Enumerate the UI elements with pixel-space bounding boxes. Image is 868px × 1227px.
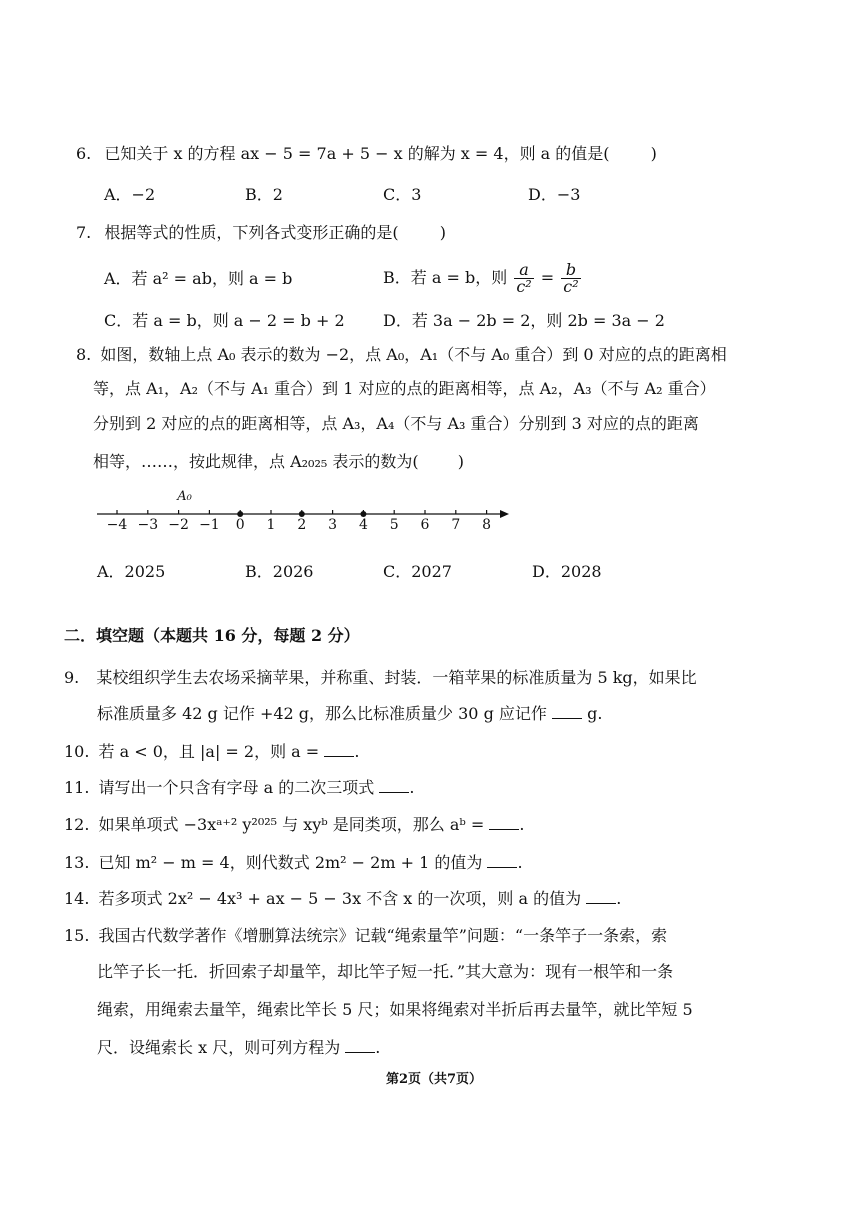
answer-blank[interactable] [379,778,409,793]
question-text: 请写出一个只含有字母 a 的二次三项式 [98,778,375,797]
question-text: 尺．设绳索长 x 尺，则可列方程为 [97,1038,341,1057]
question-6-stem [76,143,657,165]
answer-blank[interactable] [345,1038,375,1053]
axis-tick-label: 8 [482,517,492,533]
axis-tick-label: −4 [106,517,128,533]
answer-blank[interactable] [552,704,582,719]
question-10: 10. 若 a < 0，且 |a| = 2，则 a = . [64,742,360,761]
question-7-stem [76,222,446,244]
axis-tick-label: 2 [297,517,307,533]
section-2-title: 二．填空题（本题共 16 分，每题 2 分） [64,626,360,645]
question-text: 根据等式的性质，下列各式变形正确的是( [104,223,399,242]
q8-option-b: B．2026 [245,562,314,581]
question-number: 12. [64,815,90,834]
question-9-line-1 [64,667,697,689]
fraction-b-over-c2: $\frac{b}{\text{c²}}$ [563,260,579,296]
q7-option-b-text: B．若 a = b，则 [383,268,508,287]
question-8-line-2: 等，点 A₁，A₂（不与 A₁ 重合）到 1 对应的点的距离相等，点 A₂，A₃（不与 A₂ 重合） [93,379,716,398]
axis-tick-label: 3 [328,517,338,533]
q8-option-a: A．2025 [97,562,166,581]
q7-option-d: D．若 3a − 2b = 2，则 2b = 3a − 2 [383,311,665,330]
answer-blank[interactable] [324,742,354,757]
question-text: 标准质量多 42 g 记作 +42 g，那么比标准质量少 30 g 应记作 [97,704,547,723]
axis-tick-label: 0 [235,517,245,533]
answer-blank[interactable] [489,815,519,830]
axis-tick-label: 7 [451,517,461,533]
question-9-line-2 [97,703,602,725]
question-text: 如图，数轴上点 A₀ 表示的数为 −2，点 A₀，A₁（不与 A₀ 重合）到 0 对应的点的距离相 [100,345,727,364]
question-number: 13. [64,853,90,872]
question-text: 已知关于 x 的方程 ax − 5 = 7a + 5 − x 的解为 x = 4，则 a 的值是( [104,144,610,163]
answer-blank[interactable] [487,853,517,868]
question-15-line-1 [64,925,667,947]
q6-option-a: A．−2 [104,185,156,204]
question-text: 若 a < 0，且 |a| = 2，则 a = [98,742,320,761]
q7-option-b [383,258,583,298]
axis-tick-label: 5 [389,517,399,533]
page-footer: 第2页（共7页） [385,1072,483,1087]
question-15-line-4: 尺．设绳索长 x 尺，则可列方程为 . [97,1038,381,1057]
question-number: 14. [64,889,90,908]
axis-arrow [500,510,509,518]
question-number: 9. [64,668,80,687]
axis-tick-label: 1 [266,517,276,533]
question-text: 已知 m² − m = 4，则代数式 2m² − 2m + 1 的值为 [98,853,483,872]
question-8-line-1 [76,344,727,366]
equals-sign: = [540,268,555,287]
number-line [95,488,515,536]
question-number: 11. [64,778,90,797]
question-number: 15. [64,926,90,945]
question-12: 12. 如果单项式 −3xᵃ⁺² y²⁰²⁵ 与 xyᵇ 是同类项，那么 aᵇ = . [64,815,525,834]
axis-point [237,511,243,517]
question-text: 我国古代数学著作《增删算法统宗》记载“绳索量竿”问题：“一条竿子一条索，索 [98,926,668,945]
axis-point [360,511,366,517]
q6-option-d: D．−3 [528,185,581,204]
question-14: 14. 若多项式 2x² − 4x³ + ax − 5 − 3x 不含 x 的一次项，则 a 的值为 . [64,889,622,908]
question-13: 13. 已知 m² − m = 4，则代数式 2m² − 2m + 1 的值为 . [64,853,523,872]
question-15-line-3: 绳索，用绳索去量竿，绳索比竿长 5 尺；如果将绳索对半折后再去量竿，就比竿短 5 [97,1000,693,1019]
answer-blank[interactable] [586,889,616,904]
point-a0-label: A₀ [177,489,192,504]
question-number: 10. [64,742,90,761]
answer-paren-close: ) [650,144,657,163]
q8-option-c: C．2027 [383,562,452,581]
question-text: 相等，……，按此规律，点 A₂₀₂₅ 表示的数为( [93,452,419,471]
axis-tick-label: −2 [168,517,189,533]
fraction-a-over-c2: $\frac{a}{\text{c²}}$ [516,260,532,296]
question-8-line-4 [93,451,464,473]
question-number: 6. [76,144,92,163]
axis-point [299,511,305,517]
answer-paren-close: ) [439,223,446,242]
question-15-line-2: 比竿子长一托．折回索子却量竿，却比竿子短一托．”其大意为：现有一根竿和一条 [97,962,674,981]
q7-option-c: C．若 a = b，则 a − 2 = b + 2 [104,311,345,330]
question-number: 8. [76,345,92,364]
axis-tick-label: −1 [199,517,220,533]
q6-option-b: B．2 [245,185,283,204]
q8-option-d: D．2028 [532,562,602,581]
question-8-line-3: 分别到 2 对应的点的距离相等，点 A₃，A₄（不与 A₃ 重合）分别到 3 对应的点的距离 [93,414,699,433]
unit-suffix: g. [587,704,603,723]
q6-option-c: C．3 [383,185,422,204]
q7-option-a: A．若 a² = ab，则 a = b [104,269,293,288]
axis-tick-label: −3 [137,517,159,533]
axis-tick-label: 6 [420,517,430,533]
question-number: 7. [76,223,92,242]
question-text: 某校组织学生去农场采摘苹果，并称重、封装．一箱苹果的标准质量为 5 kg，如果比 [96,668,697,687]
axis-tick-label: 4 [358,517,368,533]
answer-paren-close: ) [457,452,464,471]
question-11: 11. 请写出一个只含有字母 a 的二次三项式 . [64,778,415,797]
question-text: 如果单项式 −3xᵃ⁺² y²⁰²⁵ 与 xyᵇ 是同类项，那么 aᵇ = [98,815,485,834]
question-text: 若多项式 2x² − 4x³ + ax − 5 − 3x 不含 x 的一次项，则 a 的值为 [98,889,582,908]
